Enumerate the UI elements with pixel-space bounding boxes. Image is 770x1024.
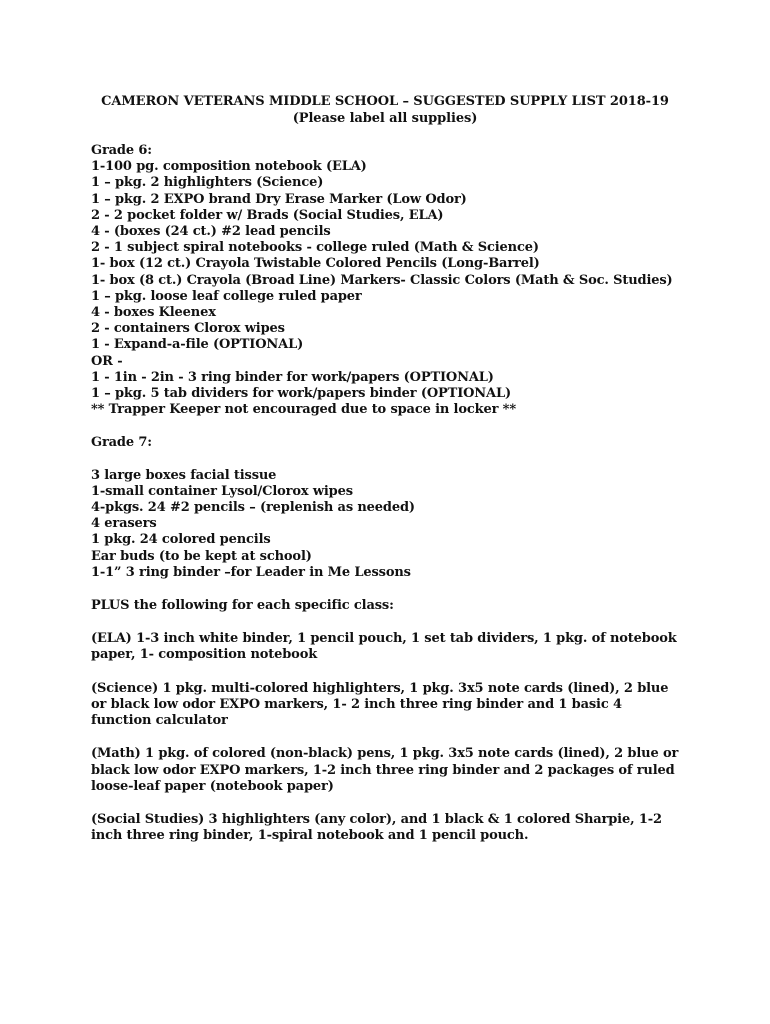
- grade7-item: 3 large boxes facial tissue: [91, 467, 277, 483]
- grade6-item: 1 – pkg. 2 highlighters (Science): [91, 175, 324, 191]
- spacer: [91, 614, 691, 631]
- grade6-item: 1 - Expand-a-file (OPTIONAL): [91, 337, 304, 353]
- grade6-item: 1- box (12 ct.) Crayola Twistable Colored Pencils (Long-Barrel): [91, 256, 540, 272]
- spacer: [91, 664, 691, 681]
- document-title: [0, 93, 770, 127]
- grade6-item: 1 – pkg. 5 tab dividers for work/papers binder (OPTIONAL): [91, 386, 511, 402]
- title-line-1: CAMERON VETERANS MIDDLE SCHOOL – SUGGESTED SUPPLY LIST 2018-19: [101, 94, 669, 109]
- spacer: [91, 729, 691, 746]
- class-ela-supplies: (ELA) 1-3 inch white binder, 1 pencil pouch, 1 set tab dividers, 1 pkg. of notebook paper, 1- composition notebook: [91, 631, 677, 663]
- grade7-item: 4 erasers: [91, 516, 157, 532]
- class-science-supplies: (Science) 1 pkg. multi-colored highlighters, 1 pkg. 3x5 note cards (lined), 2 blue or black low odor EXPO markers, 1- 2 inch three ring binder and 1 basic 4 function calculator: [91, 680, 669, 729]
- grade7-heading: Grade 7:: [91, 434, 152, 450]
- spacer: [91, 581, 691, 598]
- grade6-heading: Grade 6:: [91, 143, 152, 158]
- spacer: [91, 418, 691, 435]
- grade6-item: 1 – pkg. loose leaf college ruled paper: [91, 288, 362, 304]
- spacer: [91, 451, 691, 468]
- class-social-studies-supplies: (Social Studies) 3 highlighters (any color), and 1 black & 1 colored Sharpie, 1-2 inch three ring binder, 1-spiral notebook and 1 pencil pouch.: [91, 811, 662, 844]
- grade6-item: 4 - (boxes (24 ct.) #2 lead pencils: [91, 224, 331, 240]
- grade6-item: 1 – pkg. 2 EXPO brand Dry Erase Marker (Low Odor): [91, 191, 467, 207]
- document-body: [91, 143, 691, 844]
- spacer: [91, 795, 691, 812]
- class-math-supplies: (Math) 1 pkg. of colored (non-black) pens, 1 pkg. 3x5 note cards (lined), 2 blue or black low odor EXPO markers, 1-2 inch three ring binder and 2 packages of ruled loose-leaf paper (notebook paper): [91, 746, 679, 794]
- grade7-item: 1 pkg. 24 colored pencils: [91, 532, 271, 548]
- title-line-2: (Please label all supplies): [292, 111, 478, 126]
- grade7-item: 4-pkgs. 24 #2 pencils – (replenish as needed): [91, 500, 415, 516]
- grade7-item: 1-small container Lysol/Clorox wipes: [91, 483, 353, 499]
- grade6-item: 1 - 1in - 2in - 3 ring binder for work/papers (OPTIONAL): [91, 369, 494, 385]
- grade6-item: OR -: [91, 353, 123, 369]
- grade6-item: ** Trapper Keeper not encouraged due to space in locker **: [91, 402, 516, 418]
- grade7-item: 1-1” 3 ring binder –for Leader in Me Lessons: [91, 564, 411, 580]
- grade6-item: 2 - 1 subject spiral notebooks - college ruled (Math & Science): [91, 240, 539, 256]
- grade6-item: 2 - containers Clorox wipes: [91, 321, 285, 337]
- grade6-item: 1- box (8 ct.) Crayola (Broad Line) Markers- Classic Colors (Math & Soc. Studies): [91, 272, 673, 288]
- grade6-item: 4 - boxes Kleenex: [91, 305, 216, 321]
- plus-heading: PLUS the following for each specific class:: [91, 598, 394, 614]
- grade6-item: 1-100 pg. composition notebook (ELA): [91, 159, 367, 175]
- grade7-item: Ear buds (to be kept at school): [91, 548, 312, 564]
- grade6-item: 2 - 2 pocket folder w/ Brads (Social Studies, ELA): [91, 207, 444, 223]
